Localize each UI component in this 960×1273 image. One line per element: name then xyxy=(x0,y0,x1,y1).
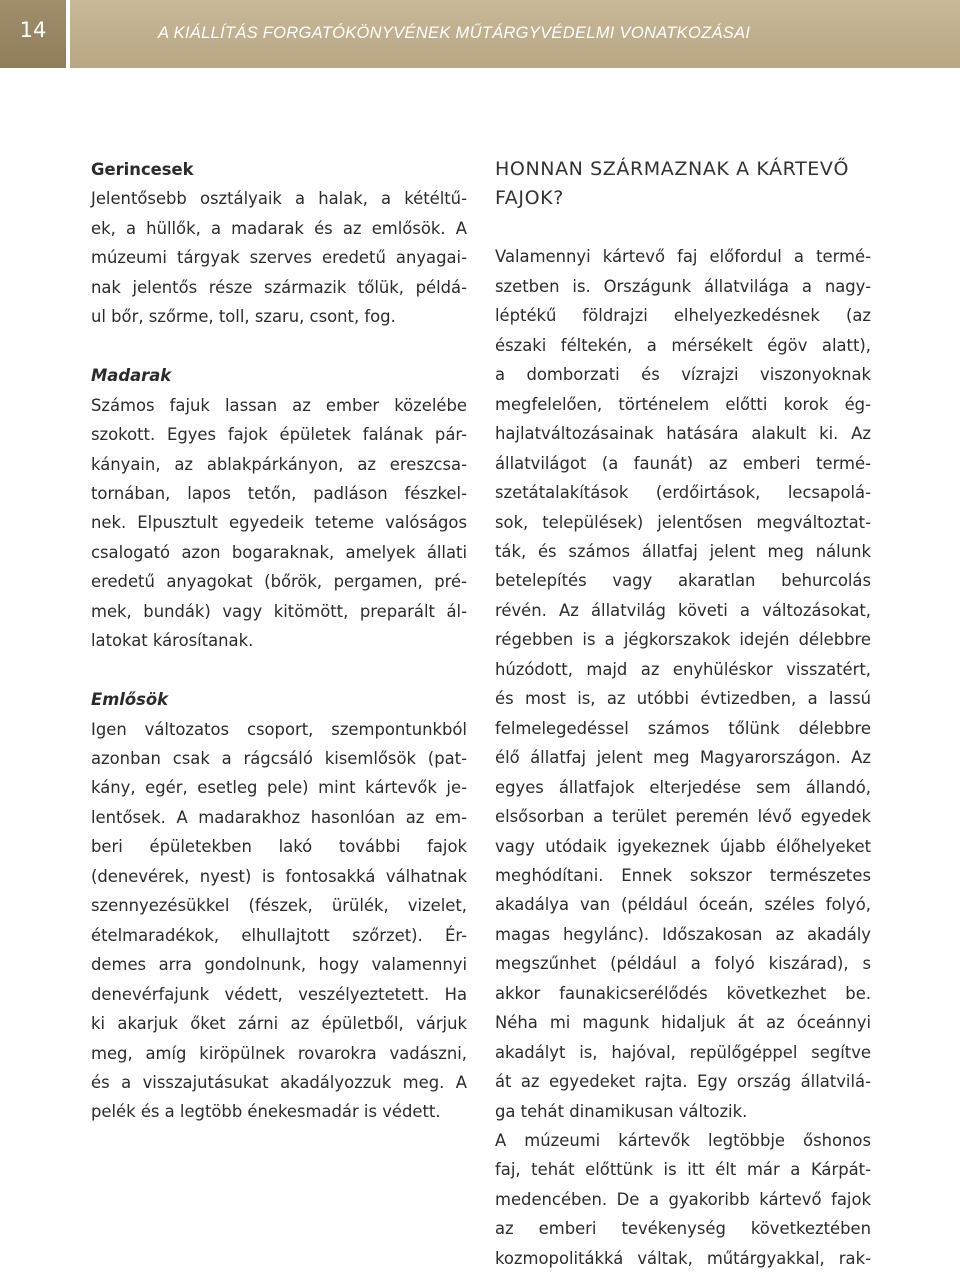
section-heading-origin-line-1: HONNAN SZÁRMAZNAK A KÁRTEVŐ xyxy=(495,158,850,180)
text-line: akkor faunakicserélődés következhet be. xyxy=(495,983,871,1003)
text-line: betelepítés vagy akaratlan behurcolás xyxy=(495,571,871,591)
text-line: lentősek. A madarakhoz hasonlóan az em- xyxy=(91,807,467,827)
text-line: révén. Az állatvilág követi a változásokat, xyxy=(495,600,871,620)
text-line: ul bőr, szőrme, toll, szaru, csont, fog. xyxy=(91,307,396,327)
text-line: nak jelentős része származik tőlük, példá- xyxy=(91,277,467,297)
section-heading-origin-line-2: FAJOK? xyxy=(495,187,564,209)
text-line: tornában, lapos tetőn, padláson fészkel- xyxy=(91,483,467,503)
text-line: kány, egér, esetleg pele) mint kártevők je- xyxy=(91,778,467,798)
text-line: meg, amíg kiröpülnek rovarokra vadászni, xyxy=(91,1043,467,1063)
text-line: sok, települések) jelentősen megváltoztat- xyxy=(495,512,871,532)
text-line: szennyezésükkel (fészek, ürülék, vizelet, xyxy=(91,896,467,916)
origin-paragraph xyxy=(495,242,871,1273)
text-line: egyes állatfajok elterjedése sem állandó, xyxy=(495,777,871,797)
text-line: eredetű anyagokat (bőrök, pergamen, pré- xyxy=(91,572,467,592)
text-line: azonban csak a rágcsáló kisemlősök (pat- xyxy=(91,749,467,769)
left-column xyxy=(91,155,467,1127)
text-line: régebben is a jégkorszakok idején délebbre xyxy=(495,630,871,650)
text-line: pelék és a legtöbb énekesmadár is védett. xyxy=(91,1102,441,1122)
text-line: akadálya van (például óceán, széles folyó, xyxy=(495,895,871,915)
text-line: kányain, az ablakpárkányon, az ereszcsa- xyxy=(91,454,467,474)
text-line: Számos fajuk lassan az ember közelébe xyxy=(91,395,467,415)
text-line: és most is, az utóbbi évtizedben, a lassú xyxy=(495,689,871,709)
text-line: az emberi tevékenység következtében xyxy=(495,1219,871,1239)
text-line: denevérfajunk védett, veszélyeztetett. Ha xyxy=(91,984,467,1004)
section-heading-mammals: Emlősök xyxy=(91,690,169,710)
text-line: csalogató azon bogaraknak, amelyek állati xyxy=(91,542,467,562)
text-line: ki akarjuk őket zárni az épületből, várjuk xyxy=(91,1014,467,1034)
vertebrates-paragraph xyxy=(91,184,467,331)
text-line: beri épületekben lakó további fajok xyxy=(91,837,467,857)
text-line: megfelelően, történelem előtti korok ég- xyxy=(495,394,871,414)
text-line: demes arra gondolnunk, hogy valamennyi xyxy=(91,955,467,975)
section-heading-vertebrates: Gerincesek xyxy=(91,160,194,179)
text-line: latokat károsítanak. xyxy=(91,631,254,651)
text-line: ételmaradékok, elhullajtott szőrzet). Ér- xyxy=(91,925,467,945)
text-line: szetátalakítások (erdőirtások, lecsapolá- xyxy=(495,483,871,503)
text-line: Jelentősebb osztályaik a halak, a kétéltű- xyxy=(91,189,467,209)
text-line: Igen változatos csoport, szempontunkból xyxy=(91,719,467,739)
text-line: ga tehát dinamikusan változik. xyxy=(495,1101,748,1121)
text-line: (denevérek, nyest) is fontosakká válhatnak xyxy=(91,866,467,886)
text-line: elsősorban a terület peremén lévő egyedek xyxy=(495,807,871,827)
text-line: állatvilágot (a faunát) az emberi termé- xyxy=(495,453,871,473)
text-line: vagy utódaik igyekeznek újabb élőhelyeket xyxy=(495,836,871,856)
text-line: kozmopolitákká váltak, műtárgyakkal, rak- xyxy=(495,1248,871,1268)
text-line: magas hegylánc). Időszakosan az akadály xyxy=(495,924,871,944)
text-line: nek. Elpusztult egyedeik teteme valóságos xyxy=(91,513,467,533)
text-line: szetben is. Országunk állatvilága a nagy- xyxy=(495,276,871,296)
right-column xyxy=(495,155,871,1273)
text-line: húzódott, majd az enyhüléskor visszatért, xyxy=(495,659,871,679)
text-line: mek, bundák) vagy kitömött, preparált ál- xyxy=(91,601,467,621)
mammals-paragraph xyxy=(91,715,467,1127)
running-title: A KIÁLLÍTÁS FORGATÓKÖNYVÉNEK MŰTÁRGYVÉDELMI VONATKOZÁSAI xyxy=(158,24,751,42)
text-line: medencében. De a gyakoribb kártevő fajok xyxy=(495,1189,871,1209)
page-number-box xyxy=(0,0,70,68)
text-line: Néha mi magunk hidaljuk át az óceánnyi xyxy=(495,1013,871,1033)
text-line: élő állatfaj jelent meg Magyarországon. Az xyxy=(495,748,871,768)
text-line: léptékű földrajzi elhelyezkedésnek (az xyxy=(495,306,871,326)
text-line: felmelegedéssel számos tőlünk délebbre xyxy=(495,718,871,738)
text-line: ek, a hüllők, a madarak és az emlősök. A xyxy=(91,218,467,238)
text-line: át az egyedeket rajta. Egy ország állatvilá- xyxy=(495,1072,871,1092)
text-line: múzeumi tárgyak szerves eredetű anyagai- xyxy=(91,248,467,268)
text-line: meghódítani. Ennek sokszor természetes xyxy=(495,865,871,885)
text-line: a domborzati és vízrajzi viszonyoknak xyxy=(495,365,871,385)
page-number: 14 xyxy=(19,18,47,42)
text-line: és a visszajutásukat akadályozzuk meg. A xyxy=(91,1073,467,1093)
birds-paragraph xyxy=(91,391,467,656)
section-heading-birds: Madarak xyxy=(91,366,172,386)
text-line: megszűnhet (például a folyó kiszárad), s xyxy=(495,954,871,974)
text-line: Valamennyi kártevő faj előfordul a termé- xyxy=(495,247,871,267)
text-line: akadályt is, hajóval, repülőgéppel segítve xyxy=(495,1042,871,1062)
page-header xyxy=(0,0,960,68)
text-line: hajlatváltozásainak hatására alakult ki. Az xyxy=(495,424,871,444)
text-line: északi féltekén, a mérsékelt égöv alatt), xyxy=(495,335,871,355)
text-line: szokott. Egyes fajok épületek falának pár- xyxy=(91,425,467,445)
text-line: faj, tehát előttünk is itt élt már a Kárpát- xyxy=(495,1160,871,1180)
text-line: A múzeumi kártevők legtöbbje őshonos xyxy=(495,1131,871,1151)
text-line: ták, és számos állatfaj jelent meg nálunk xyxy=(495,541,871,561)
